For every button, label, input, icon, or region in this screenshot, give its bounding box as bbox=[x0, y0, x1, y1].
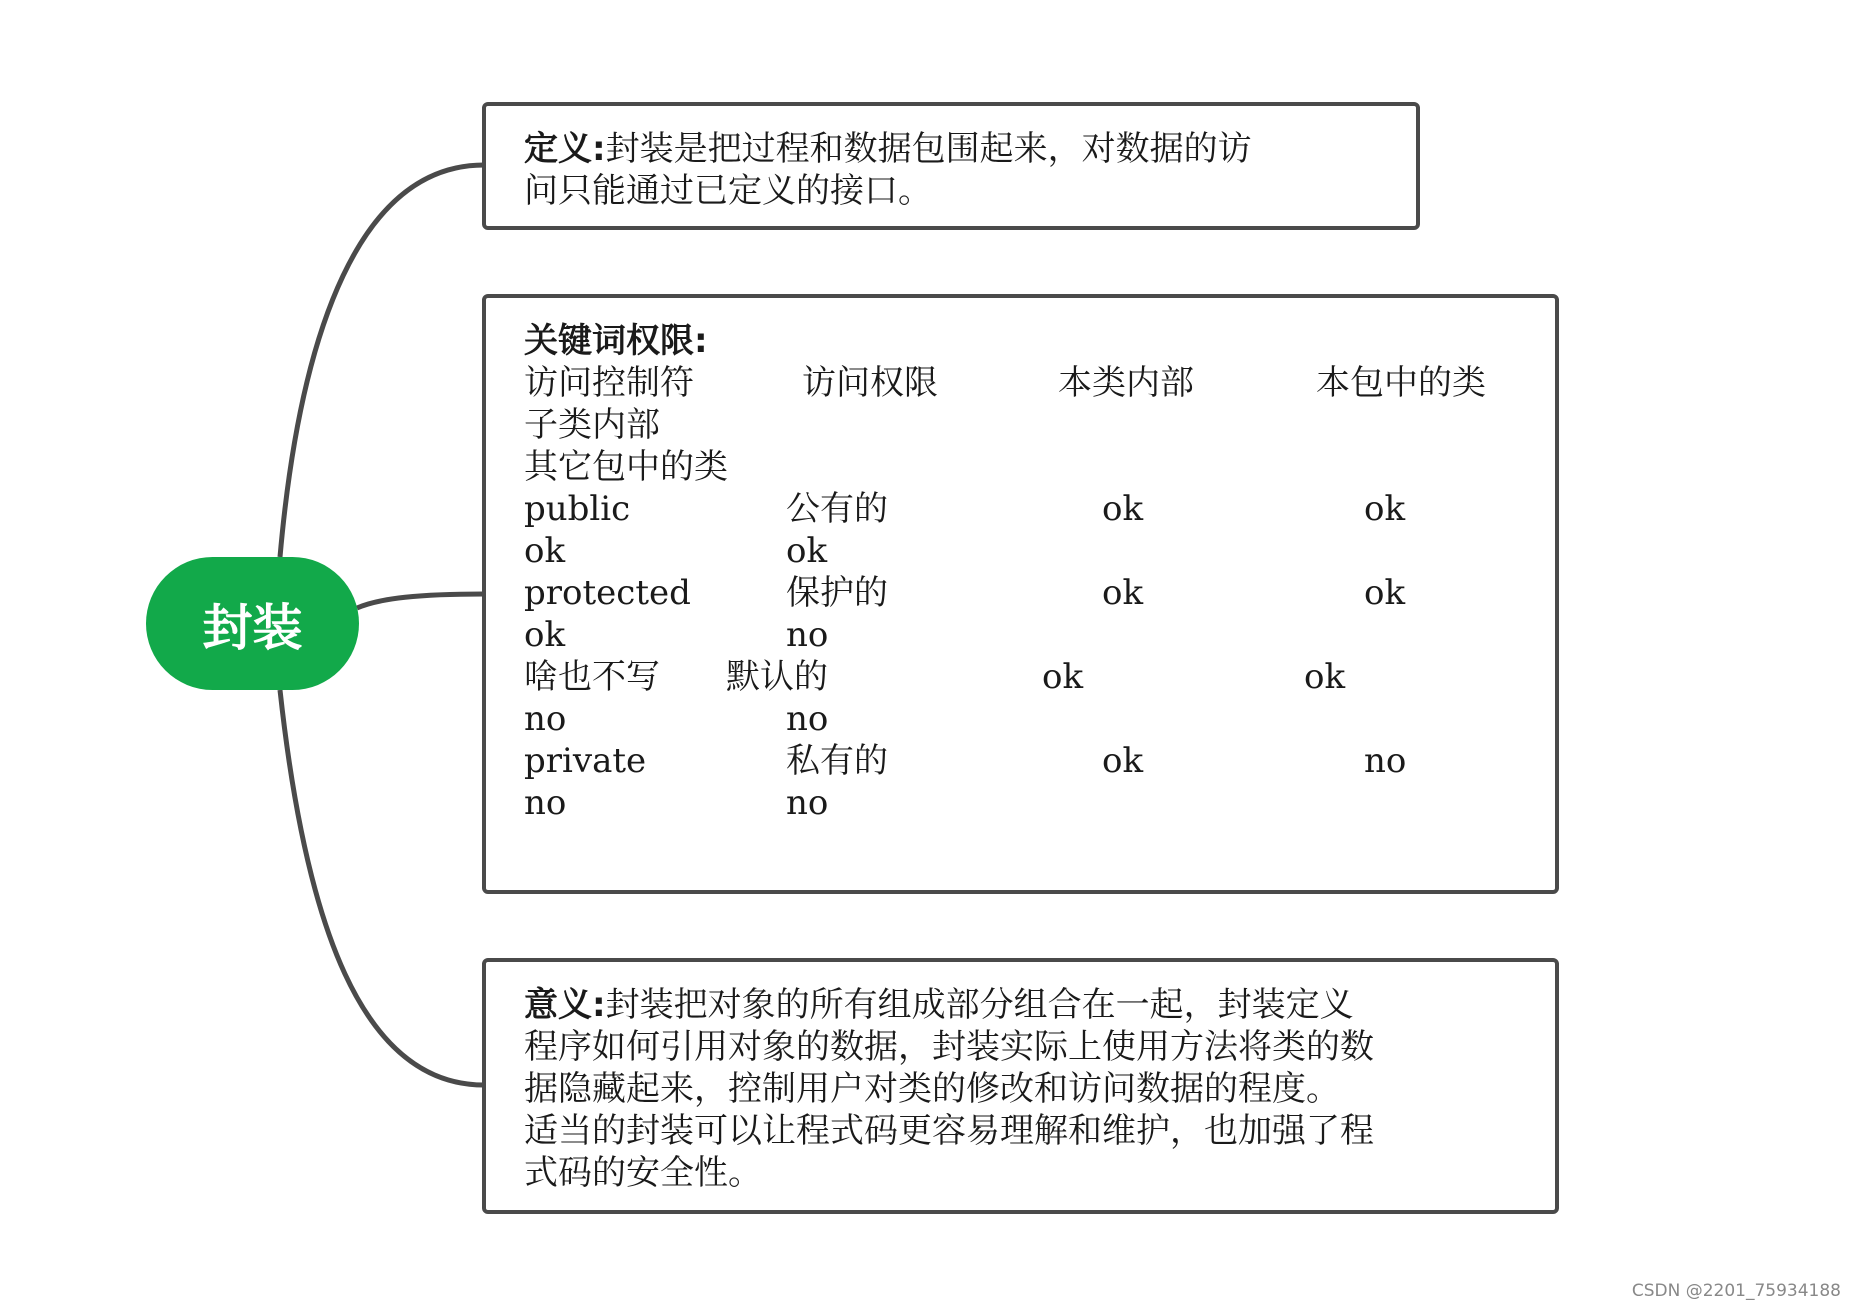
access-cell: 私有的 bbox=[786, 741, 888, 781]
value-cell: no bbox=[786, 615, 829, 655]
value-cell: no bbox=[1364, 741, 1407, 781]
value-cell: ok bbox=[1364, 573, 1406, 613]
table-row bbox=[524, 572, 1555, 614]
value-cell: ok bbox=[524, 615, 566, 655]
header-cell: 子类内部 bbox=[524, 405, 660, 445]
connector-to-definition bbox=[280, 165, 484, 557]
value-cell: no bbox=[786, 699, 829, 739]
header-cell: 本包中的类 bbox=[1316, 363, 1486, 403]
modifier-cell: protected bbox=[524, 573, 691, 613]
access-cell: 保护的 bbox=[786, 573, 888, 613]
permissions-node bbox=[482, 294, 1559, 894]
value-cell: ok bbox=[1102, 573, 1144, 613]
access-cell: 默认的 bbox=[726, 657, 828, 697]
meaning-line-2: 程序如何引用对象的数据，封装实际上使用方法将类的数 bbox=[524, 1027, 1374, 1067]
value-cell: no bbox=[524, 783, 567, 823]
header-line-2 bbox=[524, 404, 1555, 446]
table-row bbox=[524, 740, 1555, 782]
table-row bbox=[524, 656, 1555, 698]
header-line-3 bbox=[524, 446, 1555, 488]
header-cell: 本类内部 bbox=[1058, 363, 1194, 403]
permissions-label: 关键词权限: bbox=[524, 321, 708, 361]
meaning-label: 意义: bbox=[524, 985, 606, 1025]
definition-label: 定义: bbox=[524, 129, 606, 169]
value-cell: ok bbox=[1042, 657, 1084, 697]
table-row-wrap bbox=[524, 530, 1555, 572]
header-cell: 访问权限 bbox=[802, 363, 938, 403]
meaning-line-1: 封装把对象的所有组成部分组合在一起，封装定义 bbox=[605, 985, 1354, 1025]
table-row-wrap bbox=[524, 782, 1555, 824]
header-line-1 bbox=[524, 362, 1555, 404]
root-node bbox=[146, 557, 359, 690]
definition-line-1: 封装是把过程和数据包围起来，对数据的访 bbox=[605, 129, 1252, 169]
value-cell: ok bbox=[1102, 741, 1144, 781]
header-cell: 其它包中的类 bbox=[524, 447, 728, 487]
modifier-cell: private bbox=[524, 741, 647, 781]
value-cell: ok bbox=[1364, 489, 1406, 529]
meaning-node bbox=[482, 958, 1559, 1214]
root-label: 封装 bbox=[202, 598, 303, 657]
meaning-line-4: 适当的封装可以让程式码更容易理解和维护，也加强了程 bbox=[524, 1111, 1374, 1151]
table-row bbox=[524, 488, 1555, 530]
table-row-wrap bbox=[524, 614, 1555, 656]
header-cell: 访问控制符 bbox=[524, 363, 694, 403]
value-cell: ok bbox=[1102, 489, 1144, 529]
definition-line-2: 问只能通过已定义的接口。 bbox=[524, 171, 932, 211]
value-cell: no bbox=[786, 783, 829, 823]
watermark: CSDN @2201_75934188 bbox=[1631, 1281, 1841, 1301]
value-cell: no bbox=[524, 699, 567, 739]
connector-to-meaning bbox=[280, 690, 484, 1085]
value-cell: ok bbox=[786, 531, 828, 571]
table-row-wrap bbox=[524, 698, 1555, 740]
connector-to-permissions bbox=[357, 594, 484, 608]
value-cell: ok bbox=[524, 531, 566, 571]
definition-node bbox=[482, 102, 1420, 230]
meaning-line-5: 式码的安全性。 bbox=[524, 1153, 762, 1193]
meaning-line-3: 据隐藏起来，控制用户对类的修改和访问数据的程度。 bbox=[524, 1069, 1340, 1109]
value-cell: ok bbox=[1304, 657, 1346, 697]
modifier-cell: public bbox=[524, 489, 631, 529]
modifier-cell: 啥也不写 bbox=[524, 657, 660, 697]
access-cell: 公有的 bbox=[786, 489, 888, 529]
